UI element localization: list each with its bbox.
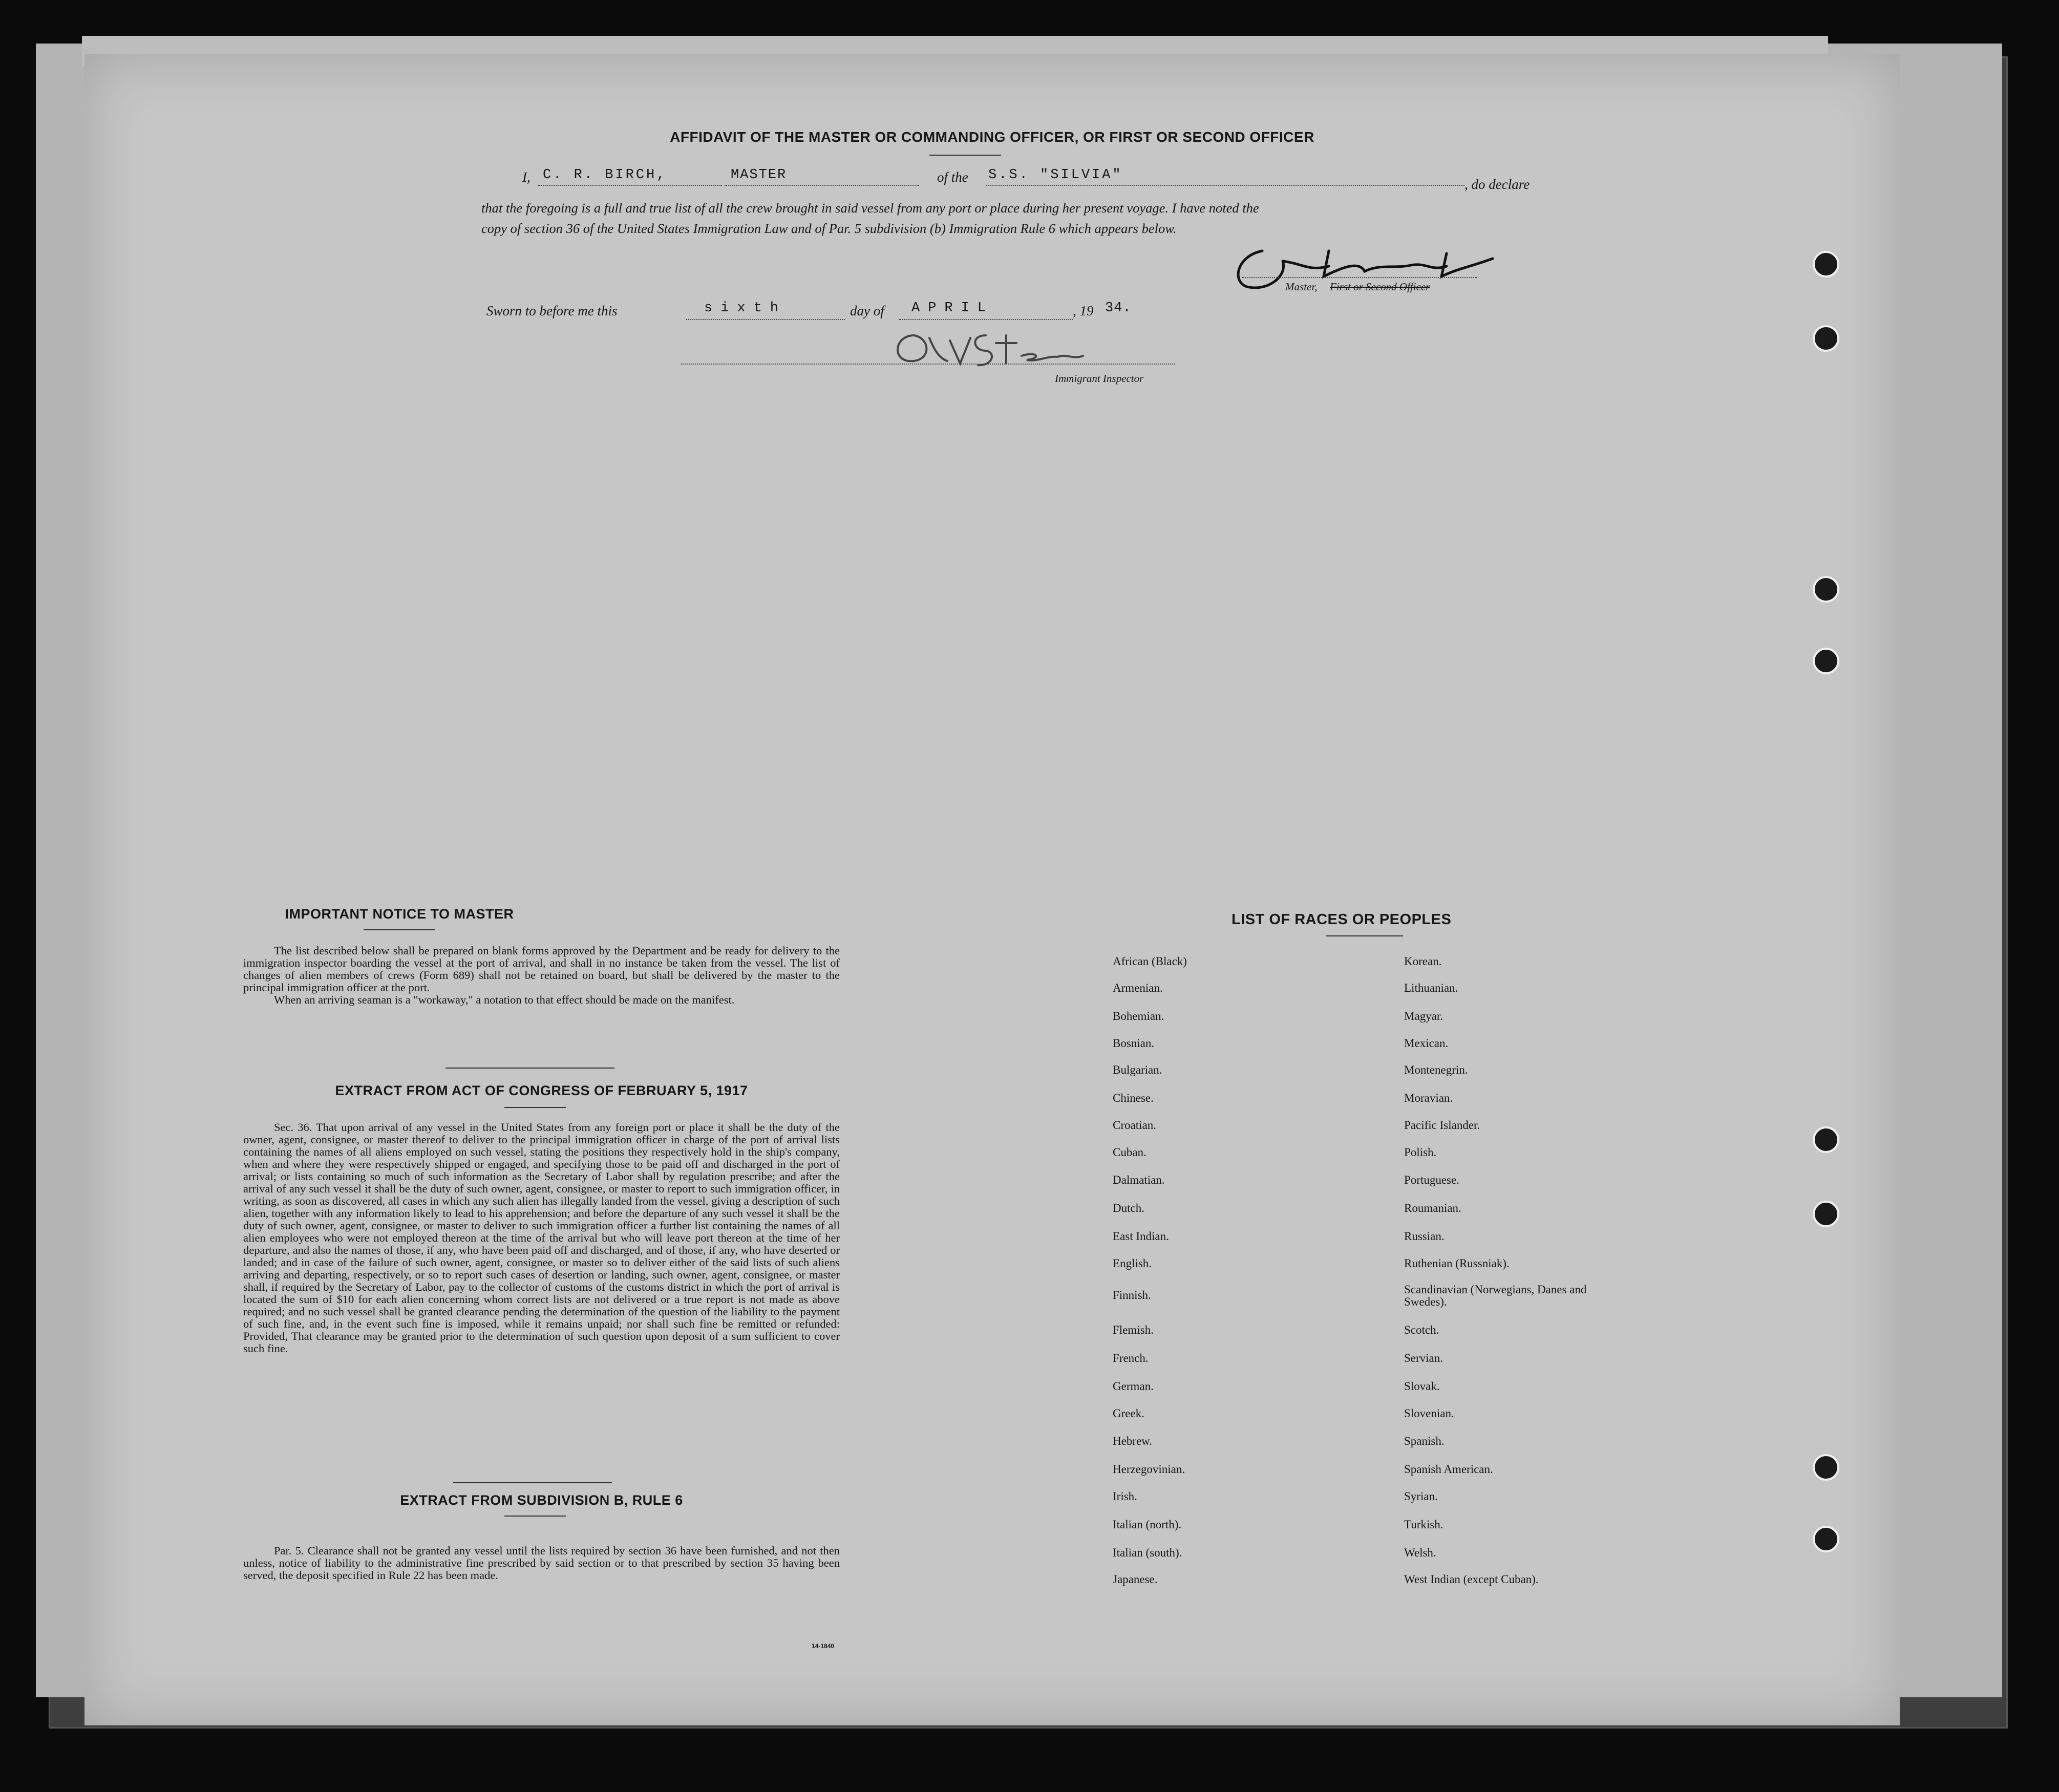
- sworn-label: Sworn to before me this: [486, 303, 618, 318]
- right-race-item: Welsh.: [1404, 1546, 1436, 1559]
- left-race-item: French.: [1113, 1352, 1149, 1364]
- right-race-item: Slovak.: [1404, 1380, 1440, 1393]
- name-line: [538, 185, 722, 186]
- left-race-item: Cuban.: [1113, 1146, 1147, 1159]
- notice-title: IMPORTANT NOTICE TO MASTER: [285, 906, 514, 922]
- right-race-item: Ruthenian (Russniak).: [1404, 1257, 1510, 1270]
- master-signature-line: [1242, 277, 1477, 278]
- right-race-item: Magyar.: [1404, 1010, 1444, 1022]
- right-race-item: Montenegrin.: [1404, 1063, 1468, 1076]
- binder-hole: [1813, 648, 1839, 674]
- left-race-item: Hebrew.: [1113, 1435, 1153, 1447]
- act-extract-title: EXTRACT FROM ACT OF CONGRESS OF FEBRUARY 5, 1917: [335, 1083, 748, 1098]
- left-race-item: Finnish.: [1113, 1289, 1151, 1302]
- right-race-item: Korean.: [1404, 955, 1442, 968]
- left-race-item: Herzegovinian.: [1113, 1463, 1185, 1476]
- notice-rule: [364, 929, 435, 930]
- right-race-item: West Indian (except Cuban).: [1404, 1573, 1539, 1586]
- left-race-item: Bulgarian.: [1113, 1063, 1162, 1076]
- year-prefix: , 19: [1073, 303, 1094, 318]
- par-5-text: Par. 5. Clearance shall not be granted any vessel until the lists required by section 36 have been furnished, and not then unless, notice of liability to the administrative fine prescribed by said section or to that prescribed by section 35 having been served, the deposit specified in Rule 22 has been made.: [243, 1544, 840, 1582]
- master-name: C. R. BIRCH,: [543, 167, 667, 183]
- binder-hole: [1813, 1454, 1839, 1481]
- left-race-item: English.: [1113, 1257, 1152, 1270]
- rule-extract-divider: [453, 1482, 612, 1483]
- left-race-item: Irish.: [1113, 1490, 1137, 1503]
- right-race-item: Russian.: [1404, 1230, 1445, 1243]
- binder-hole: [1813, 251, 1839, 278]
- left-race-item: Dalmatian.: [1113, 1174, 1165, 1186]
- left-race-item: Chinese.: [1113, 1092, 1154, 1104]
- left-race-item: Bohemian.: [1113, 1010, 1164, 1022]
- year-suffix: 34.: [1105, 301, 1132, 316]
- inspector-label: Immigrant Inspector: [1055, 372, 1144, 385]
- binder-hole: [1813, 1126, 1839, 1153]
- vessel-line: [986, 185, 1464, 186]
- left-race-item: Dutch.: [1113, 1202, 1144, 1214]
- notice-body: [243, 945, 840, 1006]
- of-the-label: of the: [937, 169, 968, 185]
- right-race-item: Pacific Islander.: [1404, 1119, 1480, 1132]
- right-race-item: Lithuanian.: [1404, 982, 1458, 994]
- section-36-text: Sec. 36. That upon arrival of any vessel in the United States from any foreign port or place it shall be the duty of the owner, agent, consignee, or master thereof to deliver to the principal immigration officer in charge of the port of arrival lists containing the names of all aliens employed on such vessel, stating the positions they respectively hold in the ship's company, when and where they were respectively shipped or engaged, and specifying those to be paid off and discharged in the port of arrival; or lists containing so much of such information as the Secretary of Labor shall by regulation prescribe; and after the arrival of any such vessel it shall be the duty of such owner, agent, consignee, or master to report to such immigration officer, in writing, as soon as discovered, all cases in which any such alien has illegally landed from the vessel, giving a description of such alien, together with any information likely to lead to his apprehension; and before the departure of any such vessel it shall be the duty of such owner, agent, consignee, or master to deliver to such immigration officer a further list containing the names of all alien employees who were not employed thereon at the time of the arrival but who will leave port thereon at the time of her departure, and also the names of those, if any, who have been paid off and discharged, and of those, if any, who have deserted or landed; and in case of the failure of such owner, agent, consignee, or master so to deliver either of the said lists of such aliens arriving and departing, respectively, or so to report such cases of desertion or landing, such owner, agent, consignee, or master shall, if required by the Secretary of Labor, pay to the collector of customs of the customs district in which the port of arrival is located the sum of $10 for each alien concerning whom correct lists are not delivered or a true report is not made as above required; and no such vessel shall be granted clearance pending the determination of the question of the liability to the payment of such fine, and, in the event such fine is imposed, while it remains unpaid; nor shall such fine be remitted or refunded: Provided, That clearance may be granted prior to the determination of such question upon deposit of a sum sufficient to cover such fine.: [243, 1121, 840, 1355]
- left-race-item: Flemish.: [1113, 1324, 1154, 1336]
- affidavit-page: [84, 54, 1900, 1725]
- left-race-item: Armenian.: [1113, 982, 1163, 994]
- rank-line: [725, 185, 919, 186]
- rule-extract-rule: [504, 1516, 566, 1517]
- i-label: I,: [522, 169, 530, 185]
- left-race-item: Bosnian.: [1113, 1037, 1155, 1050]
- master-rank: MASTER: [731, 167, 787, 183]
- right-race-item: Mexican.: [1404, 1037, 1449, 1050]
- left-race-item: Greek.: [1113, 1407, 1144, 1420]
- right-race-item: Portuguese.: [1404, 1174, 1459, 1186]
- act-extract-body: [243, 1121, 840, 1355]
- right-race-item: Roumanian.: [1404, 1202, 1461, 1214]
- left-race-item: Italian (south).: [1113, 1546, 1182, 1559]
- rule-extract-title: EXTRACT FROM SUBDIVISION B, RULE 6: [400, 1492, 683, 1508]
- right-race-item: Turkish.: [1404, 1518, 1444, 1531]
- races-rule: [1326, 935, 1403, 936]
- act-extract-rule: [504, 1107, 566, 1108]
- right-race-item: Slovenian.: [1404, 1407, 1454, 1420]
- notice-paragraph-2: When an arriving seaman is a "workaway," a notation to that effect should be made on the manifest.: [274, 993, 735, 1006]
- right-race-item: Moravian.: [1404, 1092, 1453, 1104]
- master-label: Master,: [1285, 281, 1318, 293]
- left-race-item: Italian (north).: [1113, 1518, 1182, 1531]
- declaration-line-2: that the foregoing is a full and true list of all the crew brought in said vessel from any port or place during her present voyage. I have noted the: [481, 200, 1259, 216]
- right-race-item: Servian.: [1404, 1352, 1444, 1364]
- vessel-name: S.S. "SILVIA": [988, 167, 1123, 183]
- affidavit-title: AFFIDAVIT OF THE MASTER OR COMMANDING OFFICER, OR FIRST OR SECOND OFFICER: [670, 129, 1314, 145]
- form-number: 14-1840: [812, 1642, 835, 1650]
- left-race-item: African (Black): [1113, 955, 1187, 968]
- title-rule: [929, 155, 1001, 156]
- binder-hole: [1813, 325, 1839, 352]
- rule-extract-body: [243, 1545, 840, 1582]
- left-race-item: Japanese.: [1113, 1573, 1158, 1586]
- right-race-item: Syrian.: [1404, 1490, 1438, 1503]
- day-line: [686, 319, 845, 320]
- notice-paragraph-1: The list described below shall be prepared on blank forms approved by the Department and be ready for delivery to the immigration inspector boarding the vessel at the port of arrival, and shall in no instance be taken from the vessel. The list of changes of alien members of crews (Form 689) shall not be retained on board, but shall be delivered by the master to the principal immigration officer at the port.: [243, 944, 840, 994]
- inspector-line: [681, 364, 1175, 365]
- do-declare: , do declare: [1464, 177, 1530, 192]
- right-race-item: Scotch.: [1404, 1324, 1439, 1336]
- left-race-item: Croatian.: [1113, 1119, 1156, 1132]
- right-race-item: Spanish American.: [1404, 1463, 1493, 1476]
- right-race-item: Polish.: [1404, 1146, 1437, 1159]
- sworn-day: sixth: [704, 301, 787, 316]
- races-title: LIST OF RACES OR PEOPLES: [1232, 911, 1452, 928]
- notice-divider: [445, 1068, 614, 1069]
- sworn-month: APRIL: [911, 301, 994, 316]
- day-of-label: day of: [850, 303, 884, 318]
- left-race-item: German.: [1113, 1380, 1154, 1393]
- binder-hole: [1813, 1526, 1839, 1552]
- binder-hole: [1813, 1201, 1839, 1227]
- right-race-item: Scandinavian (Norwegians, Danes and Swedes).: [1404, 1283, 1587, 1308]
- right-race-item: Spanish.: [1404, 1435, 1445, 1447]
- left-race-item: East Indian.: [1113, 1230, 1169, 1243]
- declaration-line-3: copy of section 36 of the United States Immigration Law and of Par. 5 subdivision (b) Immigration Rule 6 which appears below.: [481, 221, 1177, 236]
- officer-label-struck: First or Second Officer: [1330, 281, 1430, 293]
- binder-hole: [1813, 576, 1839, 603]
